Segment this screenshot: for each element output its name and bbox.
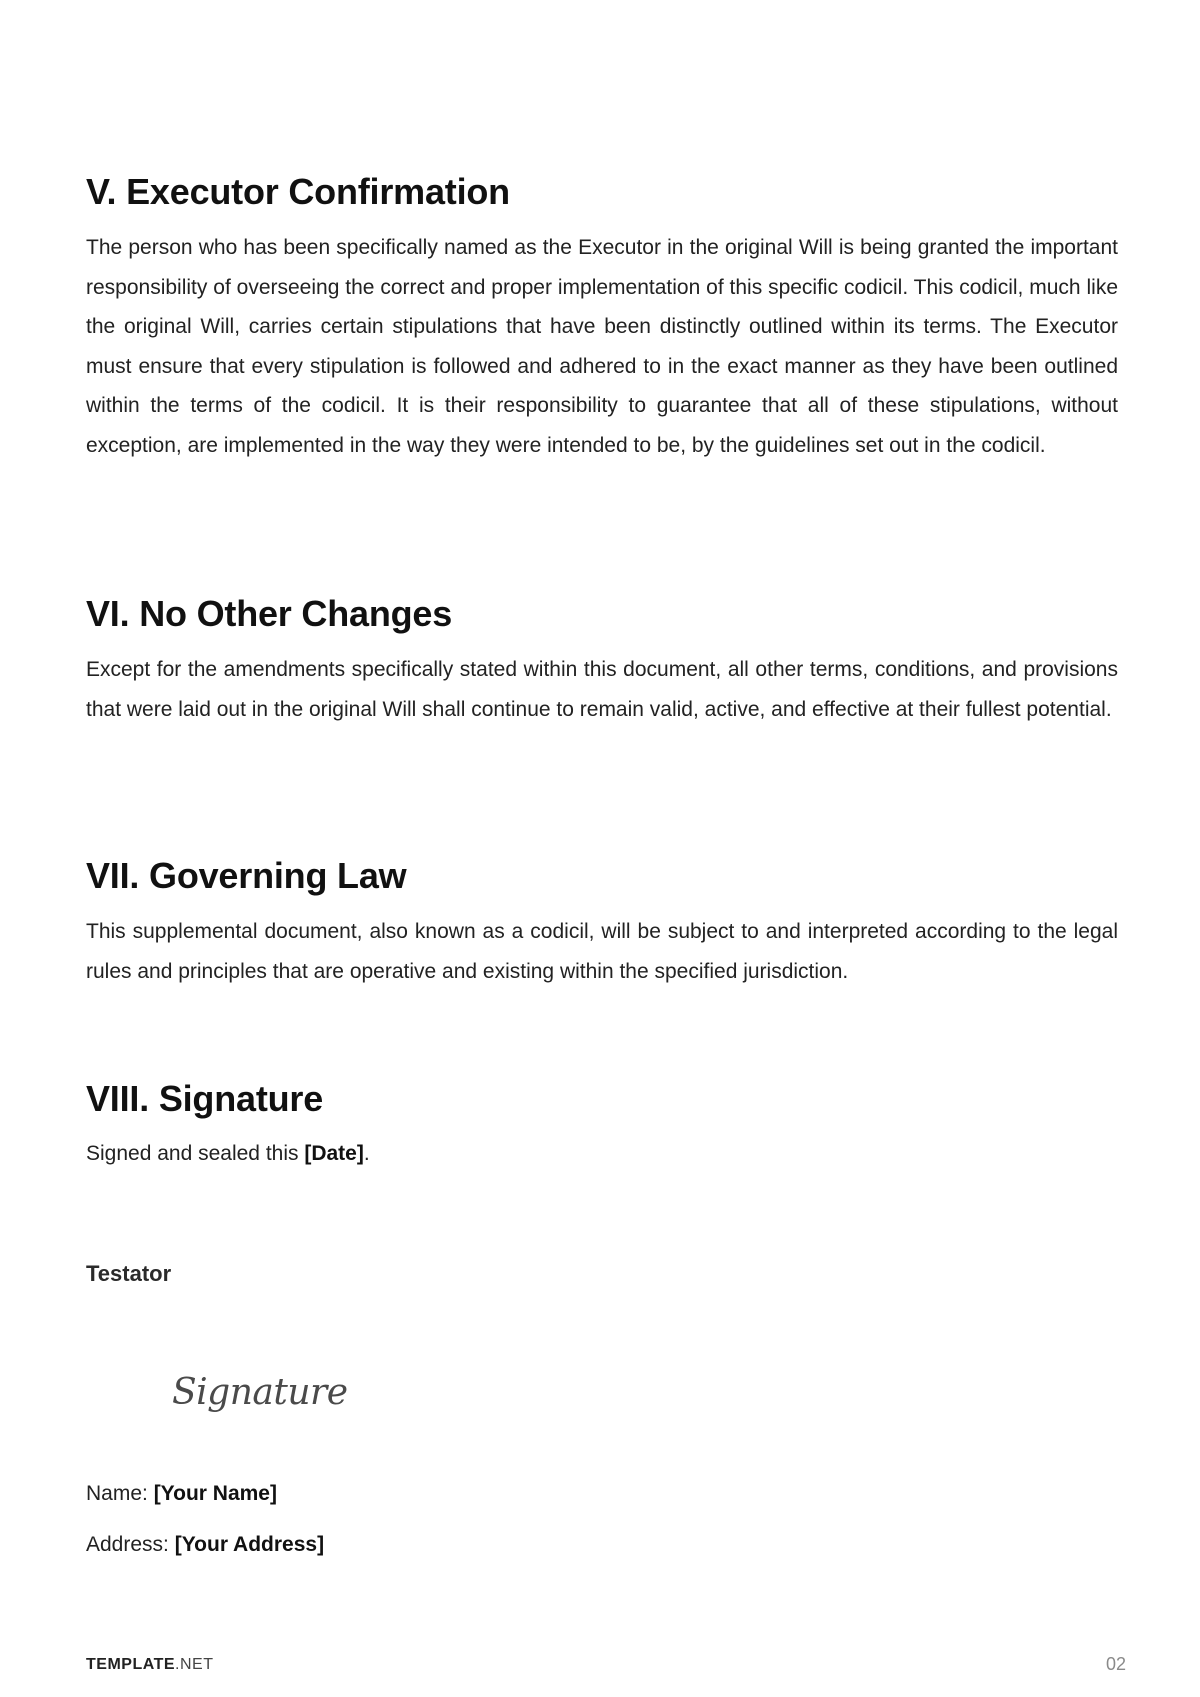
brand-suffix: .NET [175, 1656, 214, 1673]
signed-prefix: Signed and sealed this [86, 1142, 305, 1165]
signature-image: Signature [172, 1372, 348, 1413]
section-no-other-changes [86, 592, 1118, 729]
brand-bold: TEMPLATE [86, 1656, 176, 1673]
name-label: Name: [86, 1482, 154, 1505]
name-line [86, 1479, 1118, 1509]
section-heading: VII. Governing Law [86, 855, 407, 896]
signed-suffix: . [363, 1142, 370, 1165]
section-body: The person who has been specifically named as the Executor in the original Will is being granted the important responsibility of overseeing the correct and proper implementation of this specific codicil. This codicil, much like the original Will, carries certain stipulations that have been distinctly outlined within its terms. The Executor must ensure that every stipulation is followed and adhered to in the exact manner as they have been outlined within the terms of the codicil. It is their responsibility to guarantee that all of these stipulations, without exception, are implemented in the way they were intended to be, by the guidelines set out in the codicil. [86, 236, 1118, 457]
address-placeholder: [Your Address] [174, 1533, 325, 1556]
signed-line [86, 1139, 1118, 1169]
name-placeholder: [Your Name] [153, 1482, 277, 1505]
signed-date-placeholder: [Date] [304, 1142, 364, 1165]
address-line [86, 1530, 1118, 1560]
page-number: 02 [1105, 1654, 1126, 1674]
section-heading: VIII. Signature [86, 1078, 324, 1119]
section-signature [86, 1077, 1118, 1121]
testator-label: Testator [86, 1261, 172, 1286]
section-heading: VI. No Other Changes [86, 593, 453, 634]
section-heading: V. Executor Confirmation [86, 171, 510, 212]
section-governing-law [86, 854, 1118, 991]
section-body: This supplemental document, also known as a codicil, will be subject to and interpreted according to the legal rules and principles that are operative and existing within the specified jurisdiction. [86, 920, 1118, 983]
section-executor-confirmation [86, 170, 1118, 466]
footer-brand-logo [86, 1656, 213, 1674]
testator-label-block [86, 1259, 1118, 1289]
section-body: Except for the amendments specifically stated within this document, all other terms, conditions, and provisions that were laid out in the original Will shall continue to remain valid, active, and effective at their fullest potential. [86, 658, 1118, 721]
address-label: Address: [86, 1533, 175, 1556]
